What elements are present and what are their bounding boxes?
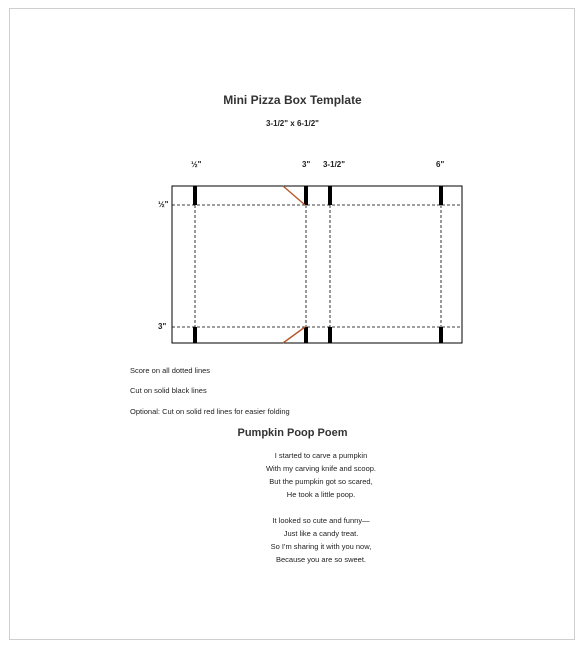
cut-mark-bottom-2 [304, 327, 308, 343]
top-label-6: 6" [436, 160, 445, 169]
cut-mark-top-2 [304, 186, 308, 205]
poem-stanza2-line3: So I'm sharing it with you now, [270, 542, 372, 551]
cut-mark-top-1 [193, 186, 197, 205]
cut-mark-bottom-3 [328, 327, 332, 343]
cut-mark-bottom-1 [193, 327, 197, 343]
poem-stanza1-line3: But the pumpkin got so scared, [269, 477, 373, 486]
instruction-cut: Cut on solid black lines [130, 386, 207, 395]
poem-stanza1-line4: He took a little poop. [286, 490, 356, 499]
poem-stanza2-line1: It looked so cute and funny— [272, 516, 370, 525]
document-subtitle: 3-1/2" x 6-1/2" [266, 119, 319, 128]
left-label-3: 3" [158, 322, 167, 331]
instruction-score: Score on all dotted lines [130, 366, 211, 375]
top-label-3: 3" [302, 160, 311, 169]
document-title: Mini Pizza Box Template [223, 93, 362, 107]
poem-stanza1-line1: I started to carve a pumpkin [274, 451, 368, 460]
poem-title: Pumpkin Poop Poem [237, 427, 348, 439]
top-label-3-1-2: 3-1/2" [323, 160, 346, 169]
poem-stanza2-line4: Because you are so sweet. [275, 555, 367, 564]
red-fold-cut-bottom [283, 327, 305, 343]
cut-mark-bottom-4 [439, 327, 443, 343]
instruction-optional: Optional: Cut on solid red lines for easier folding [130, 407, 290, 416]
poem-stanza1-line2: With my carving knife and scoop. [265, 464, 377, 473]
red-fold-cut-top [283, 186, 305, 205]
cut-mark-top-4 [439, 186, 443, 205]
poem-stanza2-line2: Just like a candy treat. [283, 529, 359, 538]
cut-mark-top-3 [328, 186, 332, 205]
left-label-half: ½" [158, 200, 169, 209]
outer-cut-border [172, 186, 462, 343]
top-label-half: ½" [191, 160, 202, 169]
